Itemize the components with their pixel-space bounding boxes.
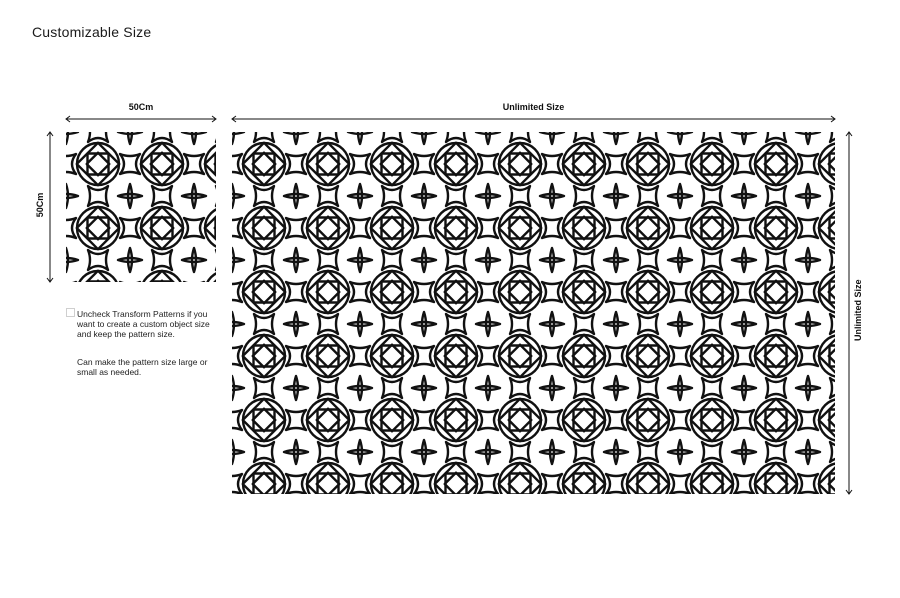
large-width-label: Unlimited Size: [502, 102, 565, 112]
vertical-dimension-arrow-icon: [846, 132, 852, 494]
horizontal-dimension-arrow-icon: [232, 116, 835, 122]
large-height-label: Unlimited Size: [853, 279, 863, 341]
horizontal-dimension-arrow-icon: [66, 116, 216, 122]
pattern-preview-small: [66, 132, 216, 282]
vertical-dimension-arrow-icon: [47, 132, 53, 282]
page-title: Customizable Size: [32, 24, 152, 40]
pattern-size-note: Can make the pattern size large or small as needed.: [77, 357, 208, 377]
small-width-label: 50Cm: [128, 102, 154, 112]
transform-patterns-checkbox[interactable]: [66, 308, 75, 317]
transform-patterns-description: Uncheck Transform Patterns if you want to create a custom object size and keep the pattern size.: [77, 309, 210, 339]
pattern-preview-large: [232, 132, 835, 494]
small-height-label: 50Cm: [35, 192, 45, 218]
